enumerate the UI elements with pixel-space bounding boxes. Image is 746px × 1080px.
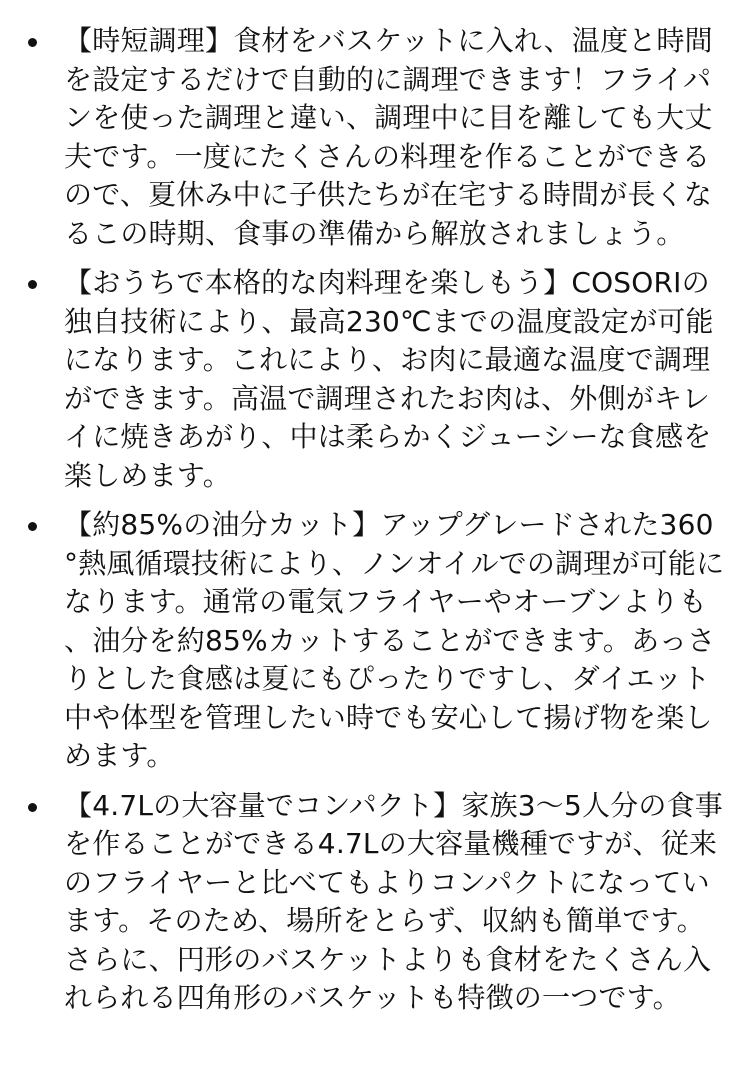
feature-bullet-list [0,22,746,1029]
bullet-icon [28,522,37,531]
feature-text-oil-cut: 【約85%の油分カット】アップグレードされた360°熱風循環技術により、ノンオイルでの調理が可能になります。通常の電気フライヤーやオーブンよりも、油分を約85%カットすることができます。あっさりとした食感は夏にもぴったりですし、ダイエット中や体型を管理したい時でも安心して揚げ物を楽しめます。 [64,508,725,772]
list-item [0,787,746,1018]
bullet-icon [28,38,37,47]
list-item [0,22,746,253]
feature-text-meat-cooking: 【おうちで本格的な肉料理を楽しもう】COSORIの独自技術により、最高230℃までの温度設定が可能になります。これにより、お肉に最適な温度で調理ができます。高温で調理されたお肉は、外側がキレイに焼きあがり、中は柔らかくジューシーな食感を楽しめます。 [64,266,714,492]
list-item [0,506,746,776]
list-item [0,264,746,495]
bullet-icon [28,803,37,812]
feature-text-time-saving: 【時短調理】食材をバスケットに入れ、温度と時間を設定するだけで自動的に調理できます！フライパンを使った調理と違い、調理中に目を離しても大丈夫です。一度にたくさんの料理を作ることができるので、夏休み中に子供たちが在宅する時間が長くなるこの時期、食事の準備から解放されましょう。 [64,24,713,250]
bullet-icon [28,280,37,289]
feature-text-capacity: 【4.7Lの大容量でコンパクト】家族3〜5人分の食事を作ることができる4.7Lの大容量機種ですが、従来のフライヤーと比べてもよりコンパクトになっています。そのため、場所をとらず、収納も簡単です。さらに、円形のバスケットよりも食材をたくさん入れられる四角形のバスケットも特徴の一つです。 [64,788,724,1014]
